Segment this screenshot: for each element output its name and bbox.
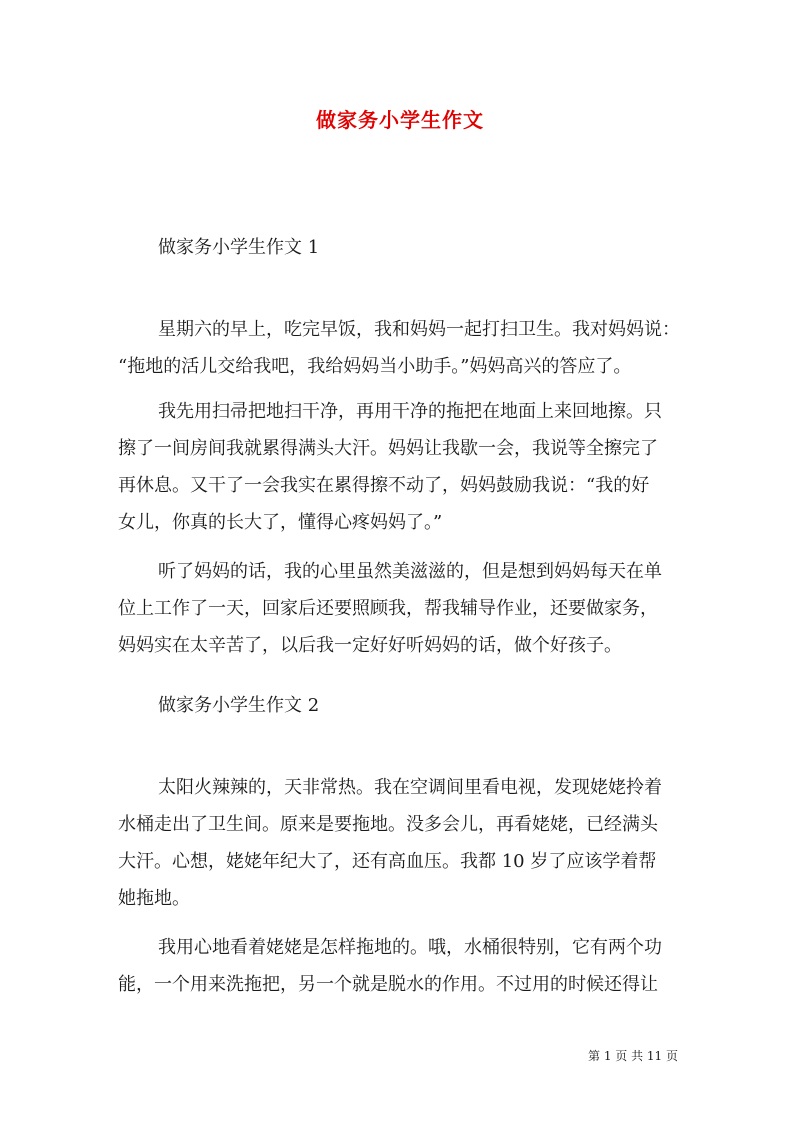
paragraph-line: 再休息。又干了一会我实在累得擦不动了，妈妈鼓励我说：“我的好	[118, 475, 650, 496]
paragraph-1	[118, 311, 688, 385]
paragraph-5	[118, 929, 688, 1003]
heading-text: 做家务小学生作文 1	[158, 237, 320, 258]
paragraph-line: 她拖地。	[118, 888, 190, 909]
paragraph-line: 能，一个用来洗拖把，另一个就是脱水的作用。不过用的时候还得让	[118, 974, 658, 995]
paragraph-line: 妈妈实在太辛苦了，以后我一定好好听妈妈的话，做个好孩子。	[118, 635, 622, 656]
paragraph-line: 擦了一间房间我就累得满头大汗。妈妈让我歇一会，我说等全擦完了	[118, 438, 658, 459]
paragraph-4	[118, 769, 688, 917]
paragraph-line: 我先用扫帚把地扫干净，再用干净的拖把在地面上来回地擦。只	[158, 401, 662, 422]
paragraph-line: 女儿，你真的长大了，懂得心疼妈妈了。”	[118, 512, 443, 533]
paragraph-line: 我用心地看着姥姥是怎样拖地的。哦，水桶很特别，它有两个功	[158, 937, 662, 958]
paragraph-line: “拖地的活儿交给我吧，我给妈妈当小助手。”妈妈高兴的答应了。	[118, 356, 632, 377]
paragraph-3	[118, 553, 688, 664]
page-number: 第 1 页 共 11 页	[588, 1049, 678, 1063]
document-title: 做家务小学生作文	[316, 108, 484, 132]
paragraph-2	[118, 393, 688, 541]
section-heading-1	[118, 229, 688, 266]
section-heading-2	[118, 687, 688, 724]
paragraph-line: 听了妈妈的话，我的心里虽然美滋滋的，但是想到妈妈每天在单	[158, 561, 662, 582]
paragraph-line: 水桶走出了卫生间。原来是要拖地。没多会儿，再看姥姥，已经满头	[118, 814, 658, 835]
paragraph-line: 星期六的早上，吃完早饭，我和妈妈一起打扫卫生。我对妈妈说：	[158, 319, 680, 340]
paragraph-line: 太阳火辣辣的，天非常热。我在空调间里看电视，发现姥姥拎着	[158, 777, 662, 798]
paragraph-line: 位上工作了一天，回家后还要照顾我，帮我辅导作业，还要做家务，	[118, 598, 658, 619]
paragraph-line: 大汗。心想，姥姥年纪大了，还有高血压。我都 10 岁了应该学着帮	[118, 851, 657, 872]
heading-text: 做家务小学生作文 2	[158, 695, 320, 716]
